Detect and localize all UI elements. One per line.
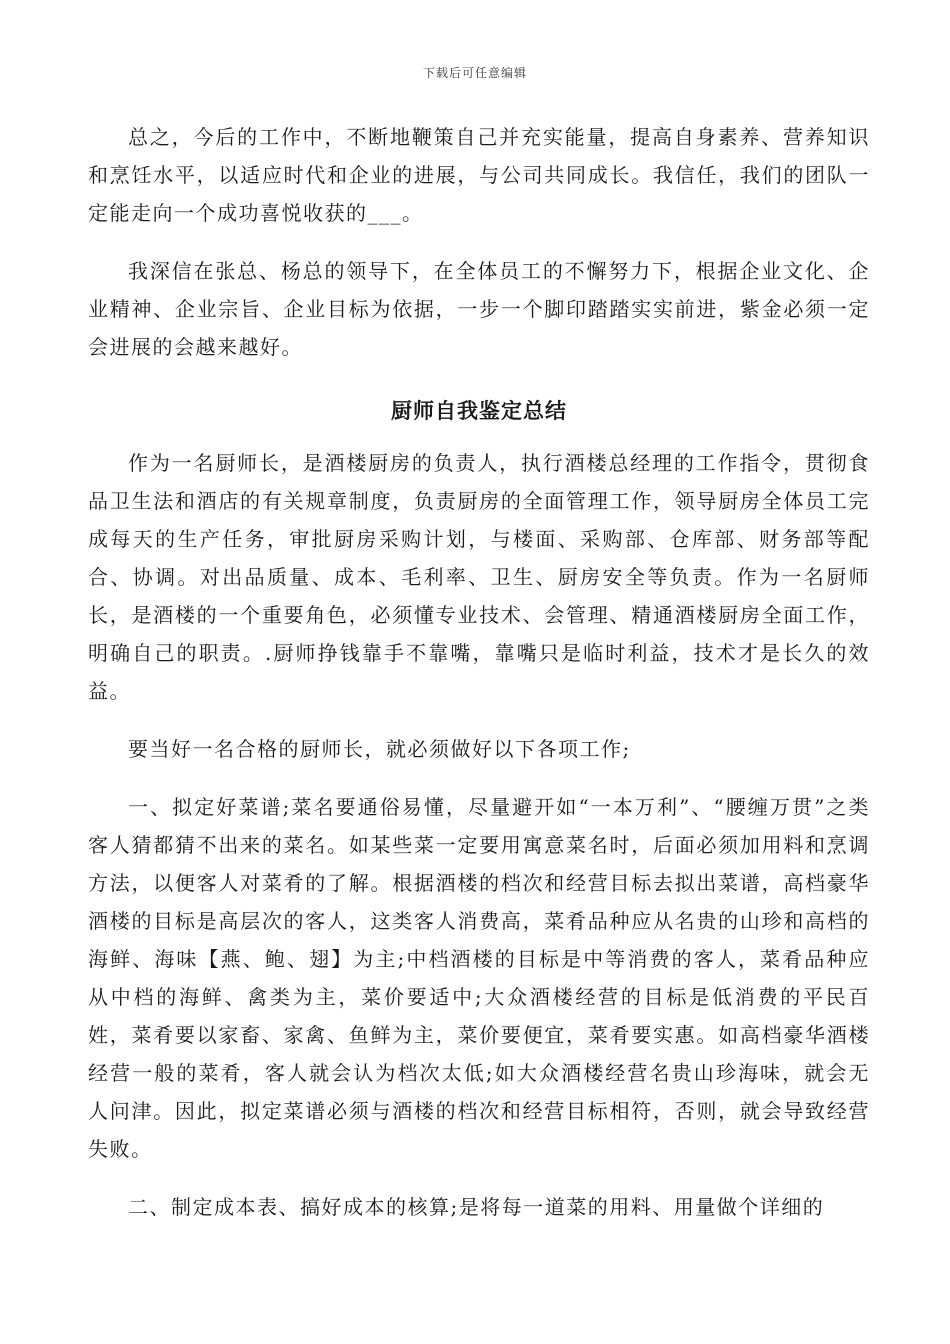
- section-title: 厨师自我鉴定总结: [391, 398, 567, 423]
- paragraph-belief: 我深信在张总、杨总的领导下，在全体员工的不懈努力下，根据企业文化、企业精神、企业宗旨、企业目标为依据，一步一个脚印踏踏实实前进，紫金必须一定会进展的会越来越好。: [88, 259, 870, 359]
- page-header: 下载后可任意编辑: [422, 66, 527, 80]
- paragraph-requirements-intro: 要当好一名合格的厨师长，就必须做好以下各项工作;: [128, 737, 631, 761]
- paragraph-role-description: 作为一名厨师长，是酒楼厨房的负责人，执行酒楼总经理的工作指令，贯彻食品卫生法和酒店的有关规章制度，负责厨房的全面管理工作，领导厨房全体员工完成每天的生产任务，审批厨房采购计划，与楼面、采购部、仓库部、财务部等配合、协调。对出品质量、成本、毛利率、卫生、厨房安全等负责。作为一名厨师长，是酒楼的一个重要角色，必须懂专业技术、会管理、精通酒楼厨房全面工作，明确自己的职责。.厨师挣钱靠手不靠嘴，靠嘴只是临时利益，技术才是长久的效益。: [88, 451, 870, 703]
- document-body: [88, 118, 870, 1226]
- paragraph-summary: 总之，今后的工作中，不断地鞭策自己并充实能量，提高自身素养、营养知识和烹饪水平，以适应时代和企业的进展，与公司共同成长。我信任，我们的团队一定能走向一个成功喜悦收获的___。: [88, 125, 870, 225]
- paragraph-item-one-menu: 一、拟定好菜谱;菜名要通俗易懂，尽量避开如“一本万利”、“腰缠万贯”之类客人猜都猜不出来的菜名。如某些菜一定要用寓意菜名时，后面必须加用料和烹调方法，以便客人对菜肴的了解。根据酒楼的档次和经营目标去拟出菜谱，高档豪华酒楼的目标是高层次的客人，这类客人消费高，菜肴品种应从名贵的山珍和高档的海鲜、海味【燕、鲍、翅】为主;中档酒楼的目标是中等消费的客人，菜肴品种应从中档的海鲜、禽类为主，菜价要适中;大众酒楼经营的目标是低消费的平民百姓，菜肴要以家畜、家禽、鱼鲜为主，菜价要便宜，菜肴要实惠。如高档豪华酒楼经营一般的菜肴，客人就会认为档次太低;如大众酒楼经营名贵山珍海味，就会无人问津。因此，拟定菜谱必须与酒楼的档次和经营目标相符，否则，就会导致经营失败。: [88, 795, 870, 1161]
- paragraph-item-two-cost: 二、制定成本表、搞好成本的核算;是将每一道菜的用料、用量做个详细的: [128, 1195, 825, 1219]
